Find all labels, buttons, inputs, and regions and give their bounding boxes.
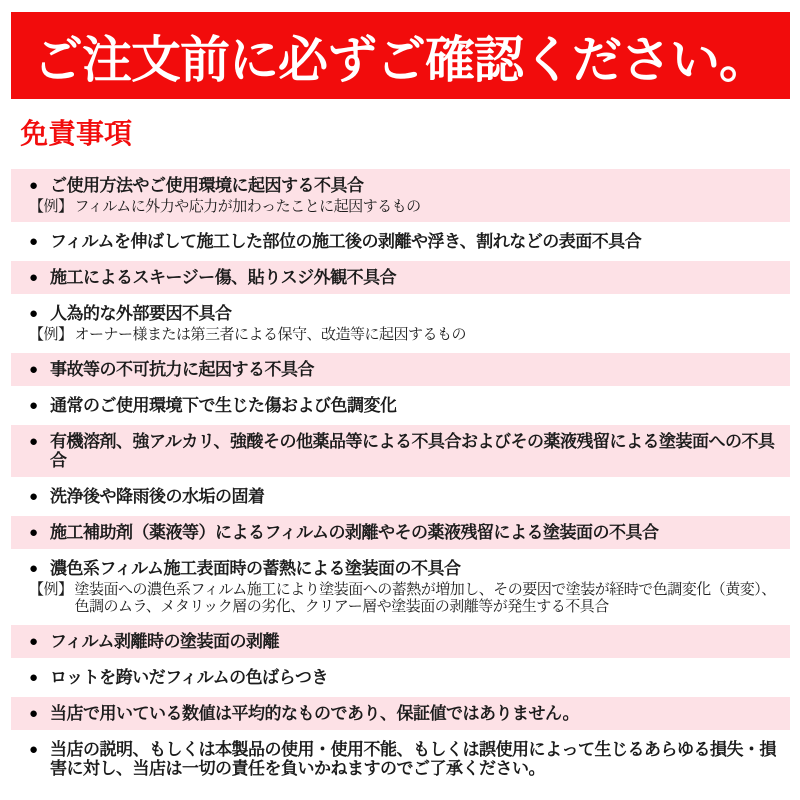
item-main-line <box>29 396 780 415</box>
banner-title: ご注文前に必ずご確認ください。 <box>33 31 768 88</box>
attention-banner <box>11 12 790 99</box>
item-text: 洗浄後や降雨後の水垢の固着 <box>50 487 265 506</box>
item-main-line <box>29 304 780 323</box>
item-main-line <box>29 668 780 687</box>
disclaimer-page <box>0 12 800 800</box>
list-item <box>11 730 790 788</box>
list-item <box>11 549 790 625</box>
example-label: 【例】 <box>29 198 73 215</box>
item-example <box>29 581 780 615</box>
list-item <box>11 169 790 222</box>
item-text: 施工補助剤（薬液等）によるフィルムの剥離やその薬液残留による塗装面の不具合 <box>50 523 659 542</box>
item-text: ロットを跨いだフィルムの色ばらつき <box>50 668 328 687</box>
example-text: オーナー様または第三者による保守、改造等に起因するもの <box>74 326 467 343</box>
section-heading-disclaimer: 免責事項 <box>20 118 133 149</box>
item-main-line <box>29 432 780 470</box>
bullet-icon: ● <box>29 397 39 414</box>
list-item <box>11 477 790 516</box>
item-text: 通常のご使用環境下で生じた傷および色調変化 <box>50 396 397 415</box>
item-main-line <box>29 487 780 506</box>
item-main-line <box>29 360 780 379</box>
item-main-line <box>29 632 780 651</box>
bullet-icon: ● <box>29 269 39 286</box>
disclaimer-list <box>11 169 790 788</box>
item-text: 事故等の不可抗力に起因する不具合 <box>50 360 314 379</box>
item-text: フィルムを伸ばして施工した部位の施工後の剥離や浮き、割れなどの表面不具合 <box>50 232 642 251</box>
item-text: 人為的な外部要因不具合 <box>50 304 232 323</box>
item-example <box>29 198 780 215</box>
item-main-line <box>29 268 780 287</box>
item-main-line <box>29 740 780 778</box>
example-label: 【例】 <box>29 581 73 598</box>
item-text: フィルム剥離時の塗装面の剥離 <box>50 632 279 651</box>
item-main-line <box>29 232 780 251</box>
item-text: 有機溶剤、強アルカリ、強酸その他薬品等による不具合およびその薬液残留による塗装面への不具合 <box>50 432 775 470</box>
bullet-icon: ● <box>29 233 39 250</box>
bullet-icon: ● <box>29 361 39 378</box>
bullet-icon: ● <box>29 705 39 722</box>
bullet-icon: ● <box>29 741 39 758</box>
item-main-line <box>29 176 780 195</box>
bullet-icon: ● <box>29 524 39 541</box>
bullet-icon: ● <box>29 560 39 577</box>
list-item <box>11 516 790 549</box>
list-item <box>11 353 790 386</box>
bullet-icon: ● <box>29 433 39 450</box>
list-item <box>11 386 790 425</box>
item-text: ご使用方法やご使用環境に起因する不具合 <box>50 176 364 195</box>
item-text: 当店の説明、もしくは本製品の使用・使用不能、もしくは誤使用によって生じるあらゆる損失・損害に対し、当店は一切の責任を負いかねますのでご了承ください。 <box>50 740 776 778</box>
bullet-icon: ● <box>29 177 39 194</box>
list-item <box>11 294 790 353</box>
item-main-line <box>29 704 780 723</box>
bullet-icon: ● <box>29 669 39 686</box>
list-item <box>11 658 790 697</box>
example-label: 【例】 <box>29 326 73 343</box>
list-item <box>11 697 790 730</box>
list-item <box>11 261 790 294</box>
item-text: 施工によるスキージー傷、貼りスジ外観不具合 <box>50 268 397 287</box>
list-item <box>11 425 790 477</box>
bullet-icon: ● <box>29 488 39 505</box>
item-main-line <box>29 523 780 542</box>
list-item <box>11 625 790 658</box>
bullet-icon: ● <box>29 305 39 322</box>
item-example <box>29 326 780 343</box>
item-main-line <box>29 559 780 578</box>
example-text: 塗装面への濃色系フィルム施工により塗装面への蓄熱が増加し、その要因で塗装が経時で色調変化（黄変）、色調のムラ、メタリック層の劣化、クリアー層や塗装面の剥離等が発生する不具合 <box>74 581 776 615</box>
item-text: 当店で用いている数値は平均的なものであり、保証値ではありません。 <box>50 704 580 723</box>
example-text: フィルムに外力や応力が加わったことに起因するもの <box>74 198 421 215</box>
item-text: 濃色系フィルム施工表面時の蓄熱による塗装面の不具合 <box>50 559 461 578</box>
bullet-icon: ● <box>29 633 39 650</box>
list-item <box>11 222 790 261</box>
